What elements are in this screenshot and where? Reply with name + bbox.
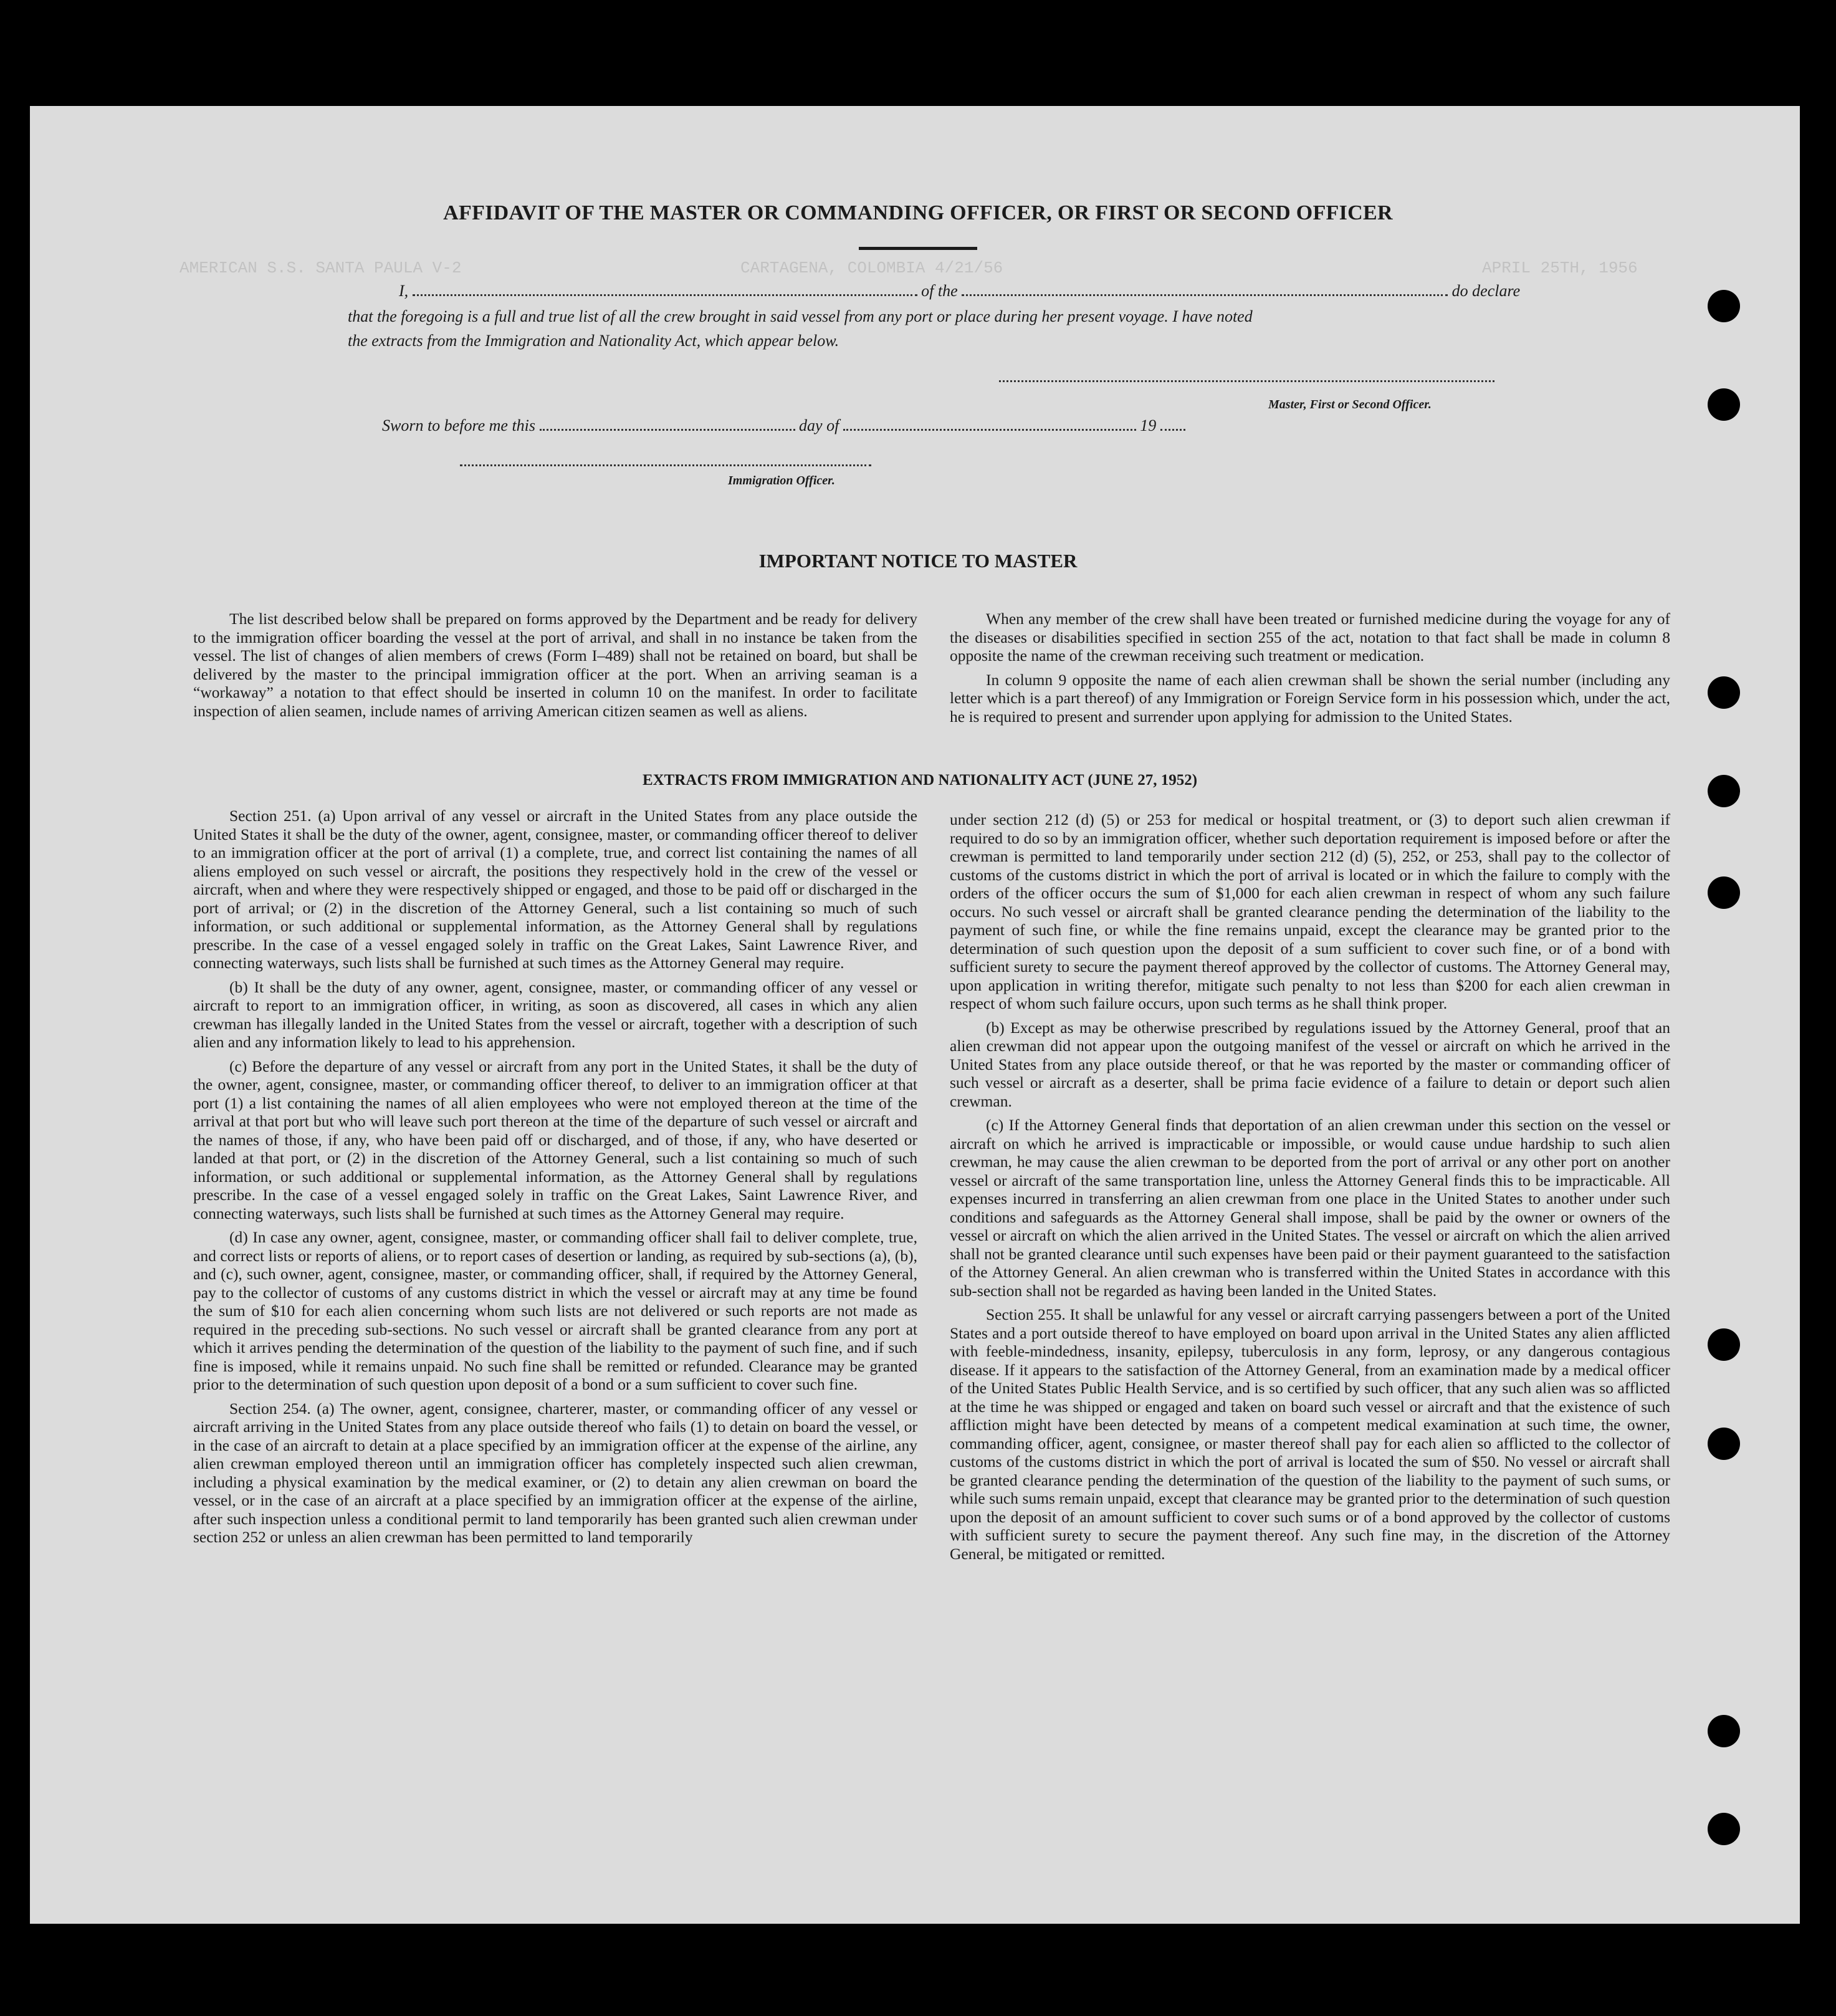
- officer-signature-label: Immigration Officer.: [728, 474, 835, 487]
- sworn-year-field[interactable]: [1160, 418, 1185, 431]
- bleed-through-line: AMERICAN S.S. SANTA PAULA V-2: [179, 259, 462, 277]
- statement-line-2: the extracts from the Immigration and Nationality Act, which appear below.: [348, 332, 839, 350]
- sworn-day-field[interactable]: [540, 418, 795, 431]
- notice-right-paragraph: When any member of the crew shall have been treated or furnished medicine during the voyage for any of the diseases or disabilities specified in section 255 of the act, notation to that fact shall be made in column 8 opposite the name of the crewman receiving such treatment or medication.: [950, 610, 1670, 665]
- punch-hole: [1708, 676, 1740, 709]
- of-the-label: of the: [921, 282, 958, 300]
- vessel-field[interactable]: [962, 283, 1448, 296]
- extracts-right-column: [950, 810, 1670, 1568]
- punch-hole: [1708, 1813, 1740, 1845]
- sworn-month-field[interactable]: [843, 418, 1136, 431]
- sworn-label: Sworn to before me this: [382, 416, 536, 434]
- officer-signature-line[interactable]: [460, 464, 871, 466]
- punch-hole: [1708, 1328, 1740, 1361]
- act-section-paragraph: (c) Before the departure of any vessel or aircraft from any port in the United States, it shall be the duty of the owner, agent, consignee, master, or commanding officer thereof, to deliver to an immigration officer at that port (1) a list containing the names of all alien employees who were not employed thereon at the time of the arrival at that port but who will leave such port thereon at the time of the departure of such vessel or aircraft and the names of those, if any, who have been paid off or discharged, and of those, if any, who have deserted or landed at that port, or (2) in the discretion of the Attorney General, such a list containing so much of such information, or such additional or supplemental information, as the Attorney General shall by regulations prescribe. In the case of a vessel engaged solely in traffic on the Great Lakes, Saint Lawrence River, and connecting waterways, such lists shall be furnished at such times as the Attorney General may require.: [193, 1057, 917, 1222]
- name-field[interactable]: [413, 283, 917, 296]
- extracts-heading: EXTRACTS FROM IMMIGRATION AND NATIONALITY ACT (JUNE 27, 1952): [642, 772, 1198, 789]
- punch-hole: [1708, 1715, 1740, 1747]
- statement-line-1: that the foregoing is a full and true list of all the crew brought in said vessel from any port or place during her present voyage. I have noted: [348, 307, 1253, 325]
- i-label: I,: [399, 282, 409, 300]
- act-section-paragraph: Section 255. It shall be unlawful for any vessel or aircraft carrying passengers between a port of the United States and a port outside thereof to have employed on board upon arrival in the United States any alien afflicted with feeble-mindedness, insanity, epilepsy, tuberculosis in any form, leprosy, or any dangerous contagious disease. If it appears to the satisfaction of the Attorney General, from an examination made by a medical officer of the United States Public Health Service, and is so certified by such officer, that any such alien was so afflicted at the time he was shipped or engaged and taken on board such vessel or aircraft and that the existence of such affliction might have been detected by means of a competent medical examination at such time, the owner, commanding officer, agent, consignee, or master thereof shall pay for each alien so afflicted to the collector of customs of the customs district in which the port of arrival is located the sum of $50. No vessel or aircraft shall be granted clearance pending the determination of the question of the liability to the payment of such sums, or while such sums remain unpaid, except that clearance may be granted prior to the determination of such question upon the deposit of an amount sufficient to cover such sums or of a bond approved by the collector of customs with sufficient surety to secure the payment thereof. Any such fine may, in the discretion of the Attorney General, be mitigated or remitted.: [950, 1305, 1670, 1563]
- bleed-through-line: APRIL 25TH, 1956: [1482, 259, 1638, 277]
- heading-rule: [859, 247, 977, 250]
- declare-label: do declare: [1451, 282, 1521, 300]
- sworn-line: [382, 416, 1185, 435]
- declaration-line: [399, 282, 1520, 300]
- day-of-label: day of: [799, 416, 839, 434]
- document-page: [30, 106, 1800, 1924]
- notice-left-paragraph: The list described below shall be prepared on forms approved by the Department and be ready for delivery to the immigration officer boarding the vessel at the port of arrival, and shall in no instance be taken from the vessel. The list of changes of alien members of crews (Form I–489) shall not be retained on board, but shall be delivered by the master to the principal immigration officer at the port. When an arriving seaman is a “workaway” a notation to that effect should be inserted in column 10 on the manifest. In order to facilitate inspection of alien seamen, include names of arriving American citizen seamen as well as aliens.: [193, 610, 917, 720]
- punch-hole: [1708, 1428, 1740, 1460]
- notice-right-column: [950, 610, 1670, 731]
- notice-heading: IMPORTANT NOTICE TO MASTER: [758, 550, 1078, 572]
- punch-hole: [1708, 290, 1740, 322]
- master-signature-line[interactable]: [999, 380, 1494, 382]
- year-label: 19: [1140, 416, 1157, 434]
- act-section-paragraph: (c) If the Attorney General finds that deportation of an alien crewman under this section on the vessel or aircraft on which he arrived is impracticable or impossible, or would cause undue hardship to such alien crewman, he may cause the alien crewman to be deported from the port of arrival or any other port on another vessel or aircraft of the same transportation line, unless the Attorney General finds this to be impracticable. All expenses incurred in transferring an alien crewman from one place in the United States to another under such conditions and safeguards as the Attorney General shall impose, shall be paid by the owner or owners of the vessel or aircraft on which the alien arrived in the United States. The vessel or aircraft on which the alien arrived shall not be granted clearance until such expenses have been paid or their payment guaranteed to the satisfaction of the Attorney General. An alien crewman who is transferred within the United States in accordance with this sub-section shall not be regarded as having been landed in the United States.: [950, 1116, 1670, 1300]
- bleed-through-line: CARTAGENA, COLOMBIA 4/21/56: [740, 259, 1003, 277]
- act-section-paragraph: Section 254. (a) The owner, agent, consignee, charterer, master, or commanding officer of any vessel or aircraft arriving in the United States from any place outside thereof who fails (1) to detain on board the vessel, or in the case of an aircraft to detain at a place specified by an immigration officer at the expense of the airline, any alien crewman employed thereon until an immigration officer has completely inspected such alien crewman, including a physical examination by the medical examiner, or (2) to detain any alien crewman on board the vessel, or in the case of an aircraft at a place specified by an immigration officer at the expense of the airline, after such inspection unless a conditional permit to land temporarily has been granted such alien crewman under section 252 or unless an alien crewman has been permitted to land temporarily: [193, 1399, 917, 1546]
- notice-left-column: [193, 610, 917, 726]
- act-section-paragraph: under section 212 (d) (5) or 253 for medical or hospital treatment, or (3) to deport such alien crewman if required to do so by an immigration officer, whether such deportation requirement is imposed before or after the crewman is permitted to land temporarily under section 212 (d) (5), 252, or 253, shall pay to the collector of customs of the customs district in which the port of arrival is located or in which the failure to comply with the orders of the officer occurs the sum of $1,000 for each alien crewman in respect of whom any such failure occurs. No such vessel or aircraft shall be granted clearance pending the determination of the liability to the payment of such fine, or while the fine remains unpaid, except the clearance may be granted prior to the determination of such question upon the deposit of a sum sufficient to cover such fine, or of a bond with sufficient surety to secure the payment thereof approved by the collector of customs. The Attorney General may, upon application in writing therefor, mitigate such penalty to not less than $200 for each alien crewman in respect of whom such failure occurs, upon such terms as he shall think proper.: [950, 810, 1670, 1012]
- act-section-paragraph: (b) Except as may be otherwise prescribed by regulations issued by the Attorney General, proof that an alien crewman did not appear upon the outgoing manifest of the vessel or aircraft on which he arrived in the United States from any place outside thereof, or that he was reported by the master or commanding officer of such vessel or aircraft as a deserter, shall be prima facie evidence of a failure to detain or deport such alien crewman.: [950, 1018, 1670, 1110]
- act-section-paragraph: (d) In case any owner, agent, consignee, master, or commanding officer shall fail to deliver complete, true, and correct lists or reports of aliens, or to report cases of desertion or landing, as required by sub-sections (a), (b), and (c), such owner, agent, consignee, master, or commanding officer, shall, if required by the Attorney General, pay to the collector of customs of any customs district in which the vessel or aircraft may at any time be found the sum of $10 for each alien concerning whom such lists are not delivered or such reports are not made as required in the preceding sub-sections. No such vessel or aircraft shall be granted clearance from any port at which it arrives pending the determination of the question of the liability to the payment of such fine, and if such fine is imposed, while it remains unpaid. No such fine shall be remitted or refunded. Clearance may be granted prior to the determination of such question upon deposit of a bond or a sum sufficient to cover such fine.: [193, 1228, 917, 1393]
- act-section-paragraph: (b) It shall be the duty of any owner, agent, consignee, master, or commanding officer of any vessel or aircraft to report to an immigration officer, in writing, as soon as discovered, all cases in which any alien crewman has illegally landed in the United States from the vessel or aircraft, together with a description of such alien and any information likely to lead to his apprehension.: [193, 977, 917, 1051]
- extracts-left-column: [193, 807, 917, 1552]
- punch-hole: [1708, 876, 1740, 909]
- act-section-paragraph: Section 251. (a) Upon arrival of any vessel or aircraft in the United States from any place outside the United States it shall be the duty of the owner, agent, consignee, master, or commanding officer thereof to deliver to an immigration officer at the port of arrival (1) a complete, true, and correct list containing the names of all aliens employed on such vessel or aircraft, the positions they respectively hold in the crew of the vessel or aircraft, when and where they were respectively shipped or engaged, and those to be paid off or discharged in the port of arrival; or (2) in the discretion of the Attorney General, such a list containing so much of such information, or such additional or supplemental information, as the Attorney General shall by regulations prescribe. In the case of a vessel engaged solely in traffic on the Great Lakes, Saint Lawrence River, and connecting waterways, such lists shall be furnished at such times as the Attorney General may require.: [193, 807, 917, 972]
- notice-right-paragraph: In column 9 opposite the name of each alien crewman shall be shown the serial number (including any letter which is a part thereof) of any Immigration or Foreign Service form in his possession which, under the act, he is required to present and surrender upon applying for admission to the United States.: [950, 670, 1670, 726]
- punch-hole: [1708, 775, 1740, 807]
- punch-hole: [1708, 388, 1740, 421]
- master-signature-label: Master, First or Second Officer.: [1268, 398, 1432, 411]
- affidavit-heading: AFFIDAVIT OF THE MASTER OR COMMANDING OFFICER, OR FIRST OR SECOND OFFICER: [443, 201, 1393, 224]
